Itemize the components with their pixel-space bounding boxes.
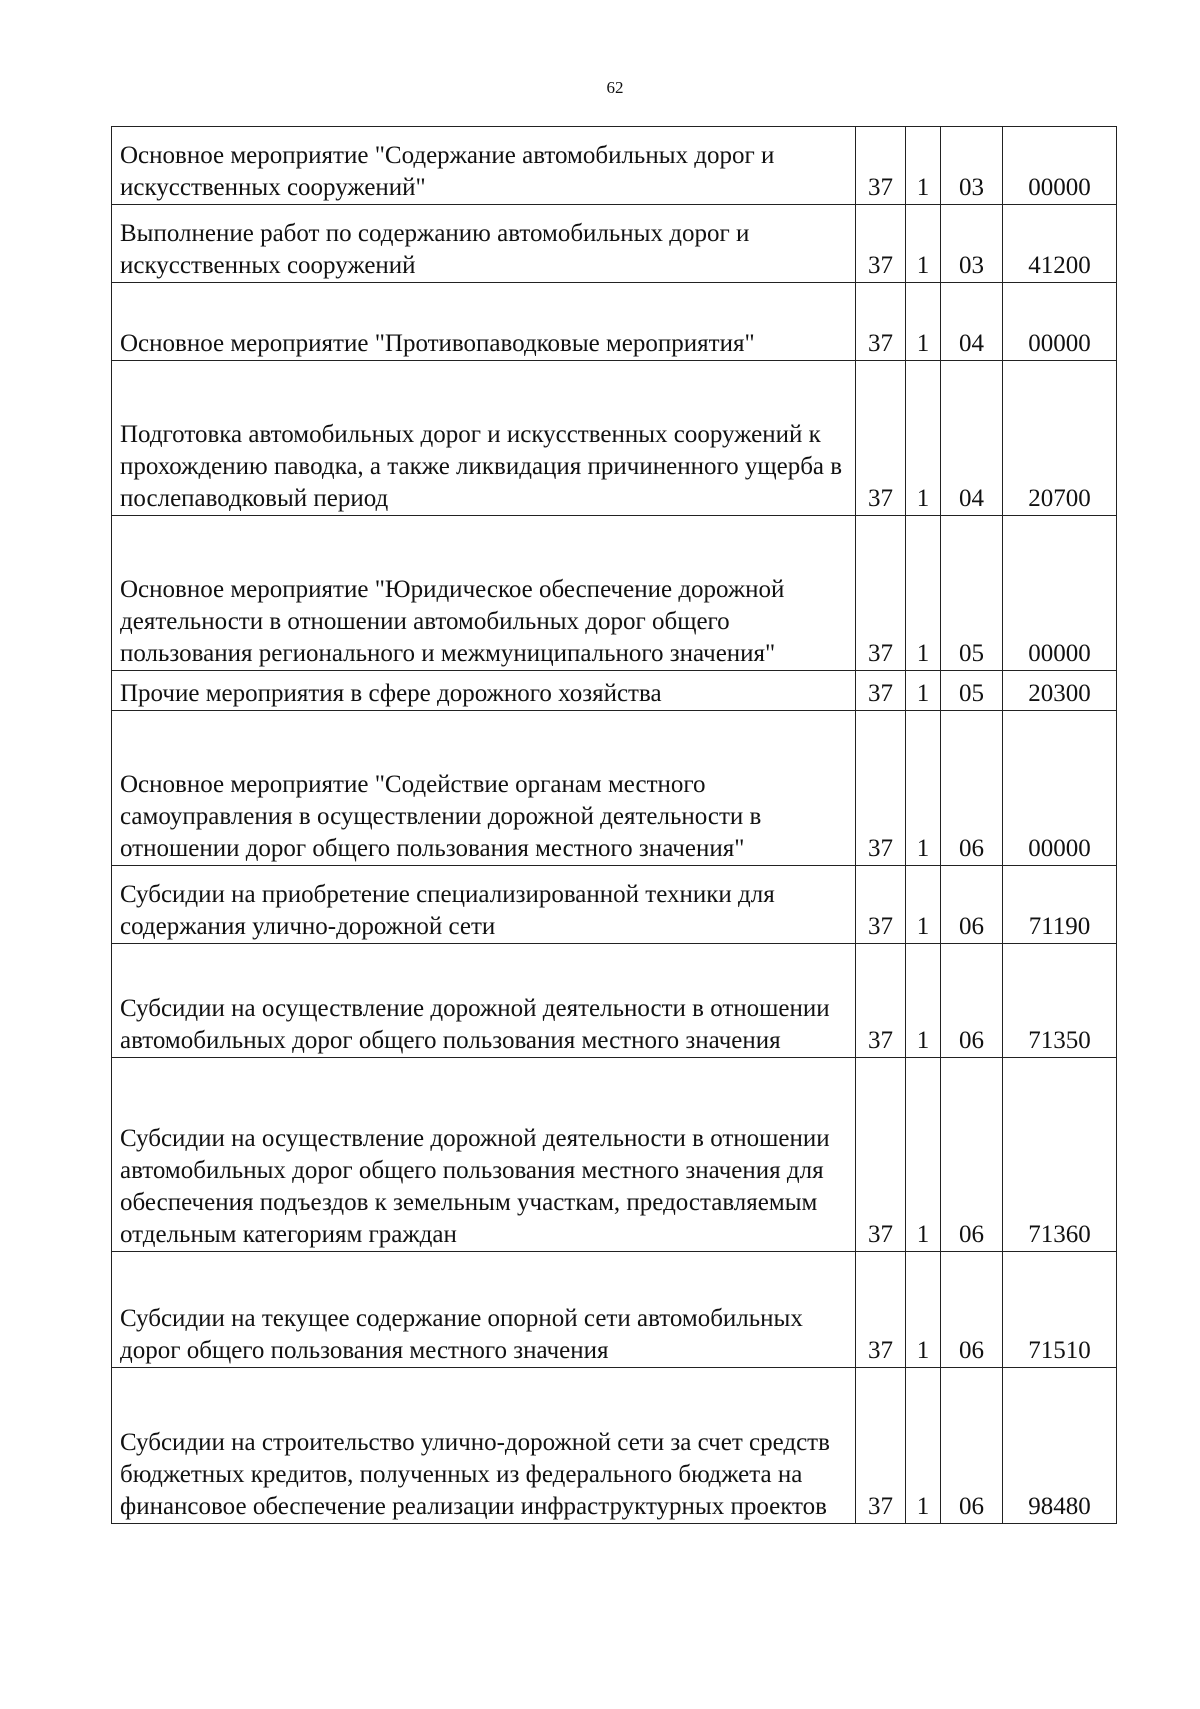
activity-code: 03 <box>941 127 1003 205</box>
direction-code: 00000 <box>1003 283 1117 361</box>
table-row <box>112 1368 1117 1524</box>
row-name: Субсидии на строительство улично-дорожной сети за счет средств бюджетных кредитов, полученных из федерального бюджета на финансовое обеспечение реализации инфраструктурных проектов <box>112 1368 856 1524</box>
activity-code: 04 <box>941 361 1003 516</box>
program-code: 37 <box>856 205 906 283</box>
table-row <box>112 1058 1117 1252</box>
activity-code: 06 <box>941 1252 1003 1368</box>
direction-code: 20300 <box>1003 671 1117 711</box>
table-row <box>112 127 1117 205</box>
subprogram-code: 1 <box>906 671 941 711</box>
program-code: 37 <box>856 516 906 671</box>
row-name: Подготовка автомобильных дорог и искусственных сооружений к прохождению паводка, а также ликвидация причиненного ущерба в послепаводковый период <box>112 361 856 516</box>
subprogram-code: 1 <box>906 866 941 944</box>
direction-code: 00000 <box>1003 127 1117 205</box>
program-code: 37 <box>856 1368 906 1524</box>
activity-code: 06 <box>941 711 1003 866</box>
row-name: Основное мероприятие "Содержание автомобильных дорог и искусственных сооружений" <box>112 127 856 205</box>
activity-code: 03 <box>941 205 1003 283</box>
subprogram-code: 1 <box>906 1058 941 1252</box>
subprogram-code: 1 <box>906 1368 941 1524</box>
table-row <box>112 711 1117 866</box>
direction-code: 71510 <box>1003 1252 1117 1368</box>
direction-code: 98480 <box>1003 1368 1117 1524</box>
direction-code: 71350 <box>1003 944 1117 1058</box>
table-row <box>112 944 1117 1058</box>
direction-code: 71360 <box>1003 1058 1117 1252</box>
table-row <box>112 1252 1117 1368</box>
row-name: Основное мероприятие "Противопаводковые мероприятия" <box>112 283 856 361</box>
row-name: Основное мероприятие "Содействие органам местного самоуправления в осуществлении дорожной деятельности в отношении дорог общего пользования местного значения" <box>112 711 856 866</box>
activity-code: 04 <box>941 283 1003 361</box>
row-name: Выполнение работ по содержанию автомобильных дорог и искусственных сооружений <box>112 205 856 283</box>
table-row <box>112 205 1117 283</box>
direction-code: 00000 <box>1003 516 1117 671</box>
program-code: 37 <box>856 1252 906 1368</box>
subprogram-code: 1 <box>906 283 941 361</box>
activity-code: 06 <box>941 866 1003 944</box>
row-name: Прочие мероприятия в сфере дорожного хозяйства <box>112 671 856 711</box>
direction-code: 20700 <box>1003 361 1117 516</box>
row-name: Субсидии на текущее содержание опорной сети автомобильных дорог общего пользования местного значения <box>112 1252 856 1368</box>
table-row <box>112 361 1117 516</box>
direction-code: 00000 <box>1003 711 1117 866</box>
budget-classification-table <box>111 126 1117 1524</box>
subprogram-code: 1 <box>906 711 941 866</box>
subprogram-code: 1 <box>906 944 941 1058</box>
table-row <box>112 283 1117 361</box>
table-row <box>112 866 1117 944</box>
subprogram-code: 1 <box>906 516 941 671</box>
program-code: 37 <box>856 361 906 516</box>
activity-code: 06 <box>941 1058 1003 1252</box>
table-row <box>112 516 1117 671</box>
subprogram-code: 1 <box>906 361 941 516</box>
page-number: 62 <box>606 78 624 97</box>
direction-code: 41200 <box>1003 205 1117 283</box>
program-code: 37 <box>856 1058 906 1252</box>
program-code: 37 <box>856 944 906 1058</box>
subprogram-code: 1 <box>906 205 941 283</box>
subprogram-code: 1 <box>906 127 941 205</box>
activity-code: 06 <box>941 1368 1003 1524</box>
table-row <box>112 671 1117 711</box>
activity-code: 06 <box>941 944 1003 1058</box>
row-name: Субсидии на осуществление дорожной деятельности в отношении автомобильных дорог общего пользования местного значения для обеспечения подъездов к земельным участкам, предоставляемым отдельным категориям граждан <box>112 1058 856 1252</box>
program-code: 37 <box>856 671 906 711</box>
direction-code: 71190 <box>1003 866 1117 944</box>
program-code: 37 <box>856 866 906 944</box>
activity-code: 05 <box>941 671 1003 711</box>
row-name: Субсидии на приобретение специализированной техники для содержания улично-дорожной сети <box>112 866 856 944</box>
program-code: 37 <box>856 283 906 361</box>
subprogram-code: 1 <box>906 1252 941 1368</box>
activity-code: 05 <box>941 516 1003 671</box>
row-name: Субсидии на осуществление дорожной деятельности в отношении автомобильных дорог общего пользования местного значения <box>112 944 856 1058</box>
row-name: Основное мероприятие "Юридическое обеспечение дорожной деятельности в отношении автомобильных дорог общего пользования регионального и межмуниципального значения" <box>112 516 856 671</box>
program-code: 37 <box>856 127 906 205</box>
program-code: 37 <box>856 711 906 866</box>
